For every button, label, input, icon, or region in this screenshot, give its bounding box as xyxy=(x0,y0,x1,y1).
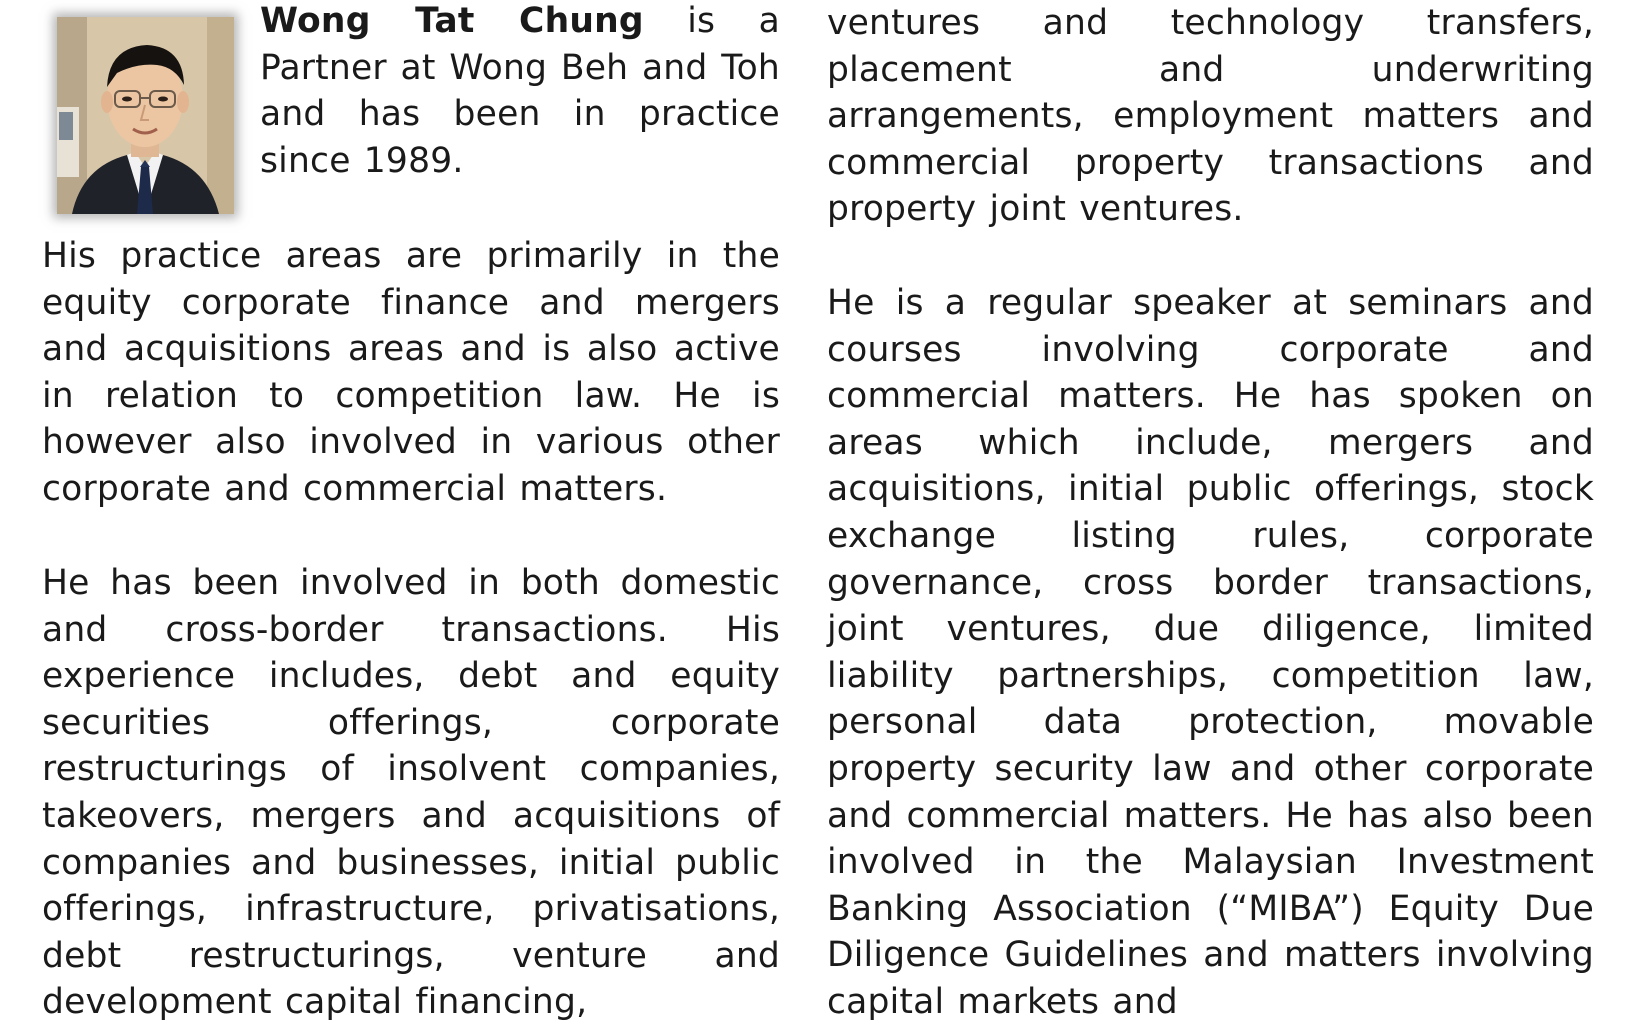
intro-text xyxy=(260,0,780,184)
portrait-photo xyxy=(57,17,234,214)
experience-paragraph: He has been involved in both domestic and cross-border transactions. His experience includes, debt and equity securities offerings, corporate restructurings of insolvent companies, takeovers, mergers and acquisitions of companies and businesses, initial public offerings, infrastructure, privatisations, debt restructurings, venture and development capital financing, xyxy=(42,563,780,1023)
speaker-paragraph: He is a regular speaker at seminars and courses involving corporate and commercial matters. He has spoken on areas which include, mergers and acquisitions, initial public offerings, stock exchange listing rules, corporate governance, cross border transactions, joint ventures, due diligence, limited liability partnerships, competition law, personal data protection, movable property security law and other corporate and commercial matters. He has also been involved in the Malaysian Investment Banking Association (“MIBA”) Equity Due Diligence Guidelines and matters involving capital markets and xyxy=(827,283,1594,1022)
person-name: Wong Tat Chung xyxy=(260,1,644,41)
intro-rest: is a Partner at Wong Beh and Toh and has been in practice since 1989. xyxy=(260,1,780,181)
practice-areas-paragraph: His practice areas are primarily in the equity corporate finance and mergers and acquisitions areas and is also active in relation to competition law. He is however also involved in various other corporate and commercial matters. xyxy=(42,236,780,509)
continued-experience-paragraph: ventures and technology transfers, placement and underwriting arrangements, employment matters and commercial property transactions and property joint ventures. xyxy=(827,3,1594,230)
